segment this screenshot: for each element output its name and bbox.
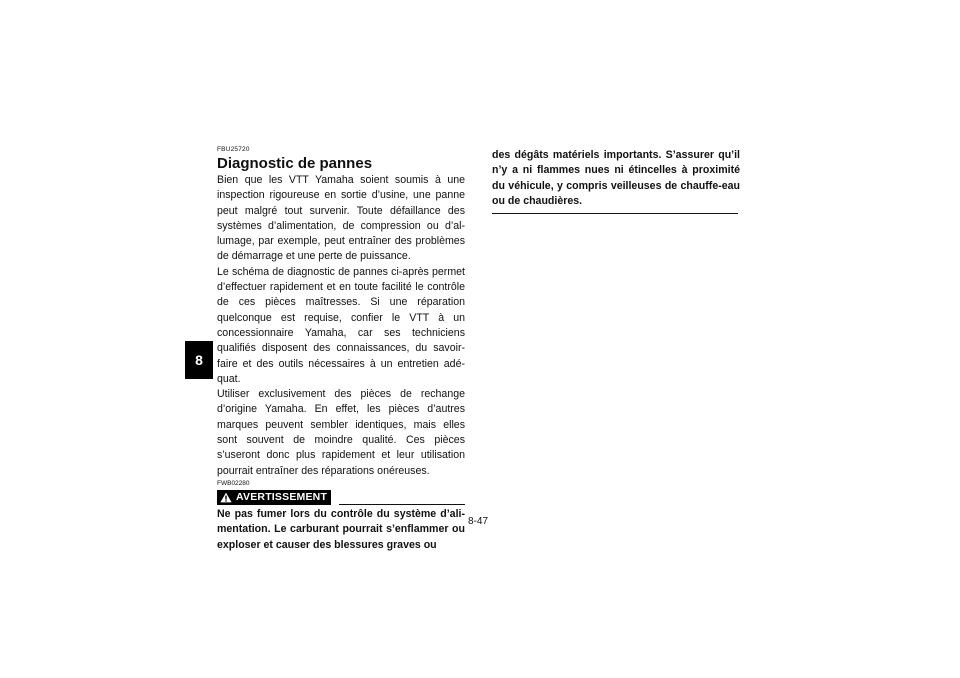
paragraph-intro: Bien que les VTT Yamaha soient soumis à une inspection rigoureuse en sortie d’usine, une panne peut malgré tout survenir. Toute défaillance des systèmes d’alimentation, de compression ou d’allumage, par exemple, peut entraîner des problèmes de démarrage et une perte de puissance. xyxy=(217,174,465,263)
warning-end-rule xyxy=(492,213,738,214)
warning-text-part2: des dégâts matériels importants. S’assurer qu’il n’y a ni flammes nues ni étincelles à proximité du véhicule, y compris veilleuses de chauffe-eau ou de chaudières. xyxy=(492,149,740,207)
section-ref-code: FBU25720 xyxy=(217,146,250,153)
right-column xyxy=(492,148,740,214)
warning-header-rule xyxy=(339,504,465,505)
warning-header xyxy=(217,489,465,505)
paragraph-diagnostic-chart: Le schéma de diagnostic de pannes ci-après permet d’effectuer rapidement et en toute facilité le contrôle de ces pièces maîtresses. Si une réparation quelconque est requise, confier le VTT à un concessionnaire Yamaha, car ses techniciens qualifiés disposent des connaissances, du savoir-faire et des outils nécessaires à un entretien adéquat. xyxy=(217,265,465,385)
warning-text-part1: Ne pas fumer lors du contrôle du système d’alimentation. Le carburant pourrait s’enflammer ou exploser et causer des blessures graves ou xyxy=(217,507,465,551)
warning-ref-code: FWB02280 xyxy=(217,479,250,487)
warning-label-box xyxy=(217,490,331,505)
chapter-tab xyxy=(185,341,213,379)
warning-triangle-icon xyxy=(220,492,232,503)
warning-label-text: AVERTISSEMENT xyxy=(236,491,328,504)
section-title: Diagnostic de pannes xyxy=(217,155,373,172)
paragraph-genuine-parts: Utiliser exclusivement des pièces de rechange d’origine Yamaha. En effet, les pièces d’autres marques peuvent sembler identiques, mais elles sont souvent de moindre qualité. Ces pièces s’useront donc plus rapidement et leur utilisation pourrait entraîner des réparations onéreuses. xyxy=(217,388,465,477)
chapter-tab-number: 8 xyxy=(195,352,203,368)
page-number: 8-47 xyxy=(468,516,489,527)
left-column xyxy=(217,146,465,553)
